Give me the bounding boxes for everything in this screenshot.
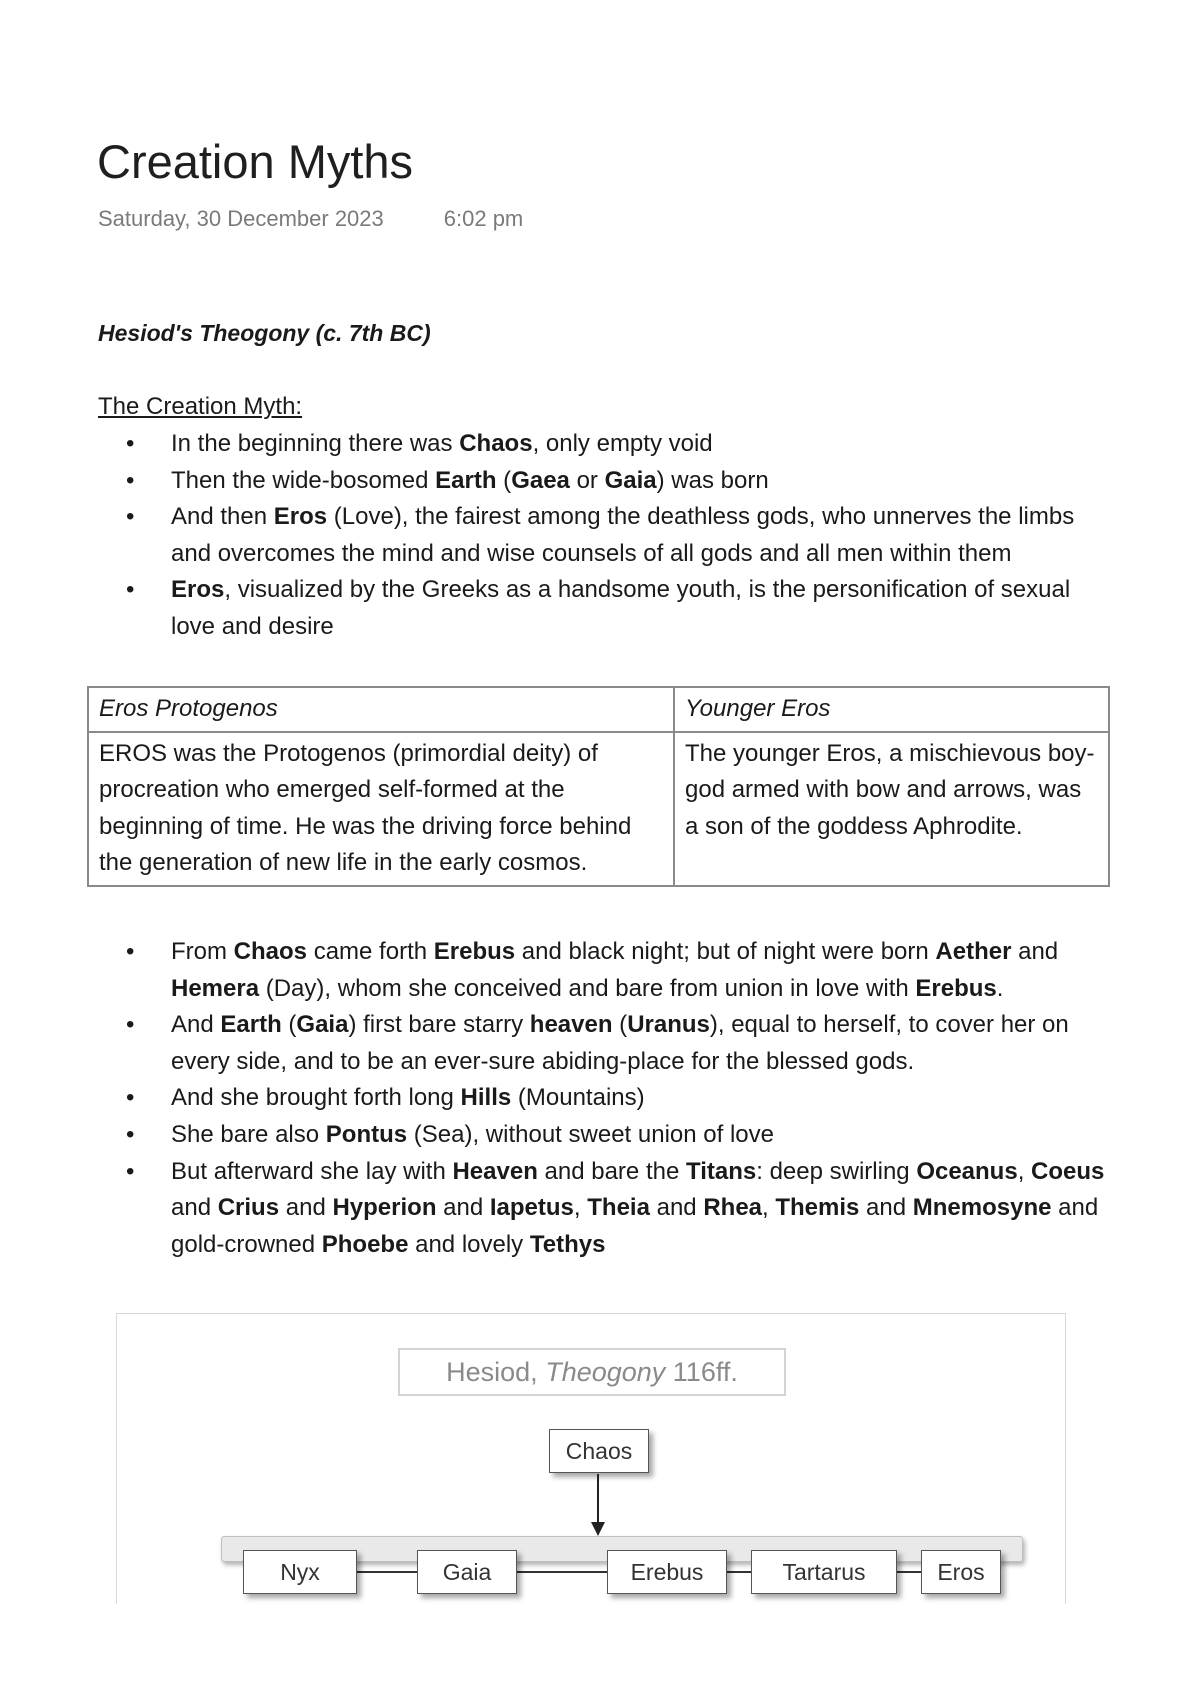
text-run: In the beginning there was	[171, 430, 460, 457]
table-row	[88, 732, 1109, 886]
bold-term: Pontus	[325, 1120, 408, 1148]
bold-term: Crius	[217, 1194, 280, 1222]
bold-term: Uranus	[627, 1011, 710, 1039]
text-run: , only empty void	[532, 430, 713, 457]
text-run: ,	[762, 1194, 776, 1222]
text-run: : deep swirling	[756, 1157, 917, 1185]
text-run: (	[496, 466, 512, 494]
bullet-icon: •	[126, 1120, 135, 1148]
bullet-item	[98, 1154, 1108, 1264]
bold-term: Phoebe	[321, 1230, 409, 1258]
bullet-item	[98, 1080, 1108, 1117]
text-run: ) was born	[656, 466, 769, 494]
bold-term: Gaea	[511, 466, 570, 494]
text-run: ,	[573, 1194, 588, 1222]
bullet-item	[98, 463, 1108, 500]
bullet-icon: •	[126, 938, 135, 965]
bullet-icon: •	[126, 466, 135, 494]
text-run: and	[859, 1194, 913, 1222]
table-header-cell: Younger Eros	[674, 687, 1109, 732]
text-run: came forth	[307, 938, 434, 965]
bold-term: Erebus	[915, 974, 997, 1002]
bold-term: Theia	[587, 1194, 650, 1222]
page-time: 6:02 pm	[443, 206, 524, 231]
text-run: and	[279, 1194, 333, 1222]
bold-term: Earth	[435, 466, 497, 494]
bold-term: Eros	[273, 503, 328, 531]
bold-term: Erebus	[433, 938, 516, 965]
text-run: and lovely	[408, 1230, 530, 1258]
diagram-node-root: Chaos	[549, 1429, 649, 1473]
bold-term: Hyperion	[332, 1194, 437, 1222]
bold-term: Rhea	[703, 1194, 763, 1222]
text-run: ), equal to herself, to cover her on every side, and to be an ever-sure abiding-place for the blessed gods.	[171, 1011, 1069, 1075]
diagram-node-child: Tartarus	[751, 1550, 897, 1594]
bold-term: Chaos	[459, 430, 533, 457]
bold-term: Titans	[685, 1157, 757, 1185]
text-run: and	[1011, 938, 1059, 965]
text-run: From	[171, 938, 234, 965]
text-run: ,	[1017, 1157, 1032, 1185]
bullet-item	[98, 426, 1108, 463]
table-header-row	[88, 687, 1109, 732]
bullet-icon: •	[126, 576, 135, 604]
text-run: and black night; but of night were born	[515, 938, 936, 965]
bold-term: Aether	[935, 938, 1012, 965]
diagram-node-child: Erebus	[607, 1550, 727, 1594]
section-heading: Hesiod's Theogony (c. 7th BC)	[98, 320, 431, 346]
text-run: (	[612, 1011, 628, 1039]
text-run: , visualized by the Greeks as a handsome youth, is the personification of sexual love and desire	[171, 576, 1071, 640]
bold-term: Tethys	[529, 1230, 606, 1258]
text-run: (Love), the fairest among the deathless gods, who unnerves the limbs and overcomes the mind and wise counsels of all gods and all men within them	[171, 503, 1075, 567]
text-run: And	[171, 1011, 221, 1039]
bold-term: Hills	[460, 1084, 512, 1112]
text-run: (Day), whom she conceived and bare from union in love with	[259, 974, 916, 1002]
bullet-item	[98, 499, 1108, 572]
table-cell: EROS was the Protogenos (primordial deity) of procreation who emerged self-formed at the beginning of time. He was the driving force behind the generation of new life in the early cosmos.	[88, 732, 674, 886]
bullet-item	[98, 572, 1108, 645]
bullet-item	[98, 934, 1108, 1007]
diagram-title-italic: Theogony	[545, 1357, 666, 1387]
table-cell: The younger Eros, a mischievous boy-god armed with bow and arrows, was a son of the goddess Aphrodite.	[674, 732, 1109, 886]
text-run: and	[649, 1194, 704, 1222]
text-run: or	[569, 466, 605, 494]
diagram-connector	[597, 1474, 599, 1524]
text-run: Then the wide-bosomed	[171, 466, 436, 494]
page-dateline	[98, 206, 523, 232]
text-run: and gold-crowned	[171, 1194, 1099, 1258]
section-subheading: The Creation Myth:	[98, 393, 303, 420]
diagram-connector	[357, 1571, 417, 1573]
bullet-list-offspring	[98, 934, 1108, 1263]
bold-term: Iapetus	[489, 1194, 574, 1222]
diagram-node-child: Nyx	[243, 1550, 357, 1594]
diagram-node-child: Eros	[921, 1550, 1001, 1594]
bullet-icon: •	[126, 1157, 135, 1185]
page-date: Saturday, 30 December 2023	[98, 206, 384, 231]
text-run: And then	[171, 503, 274, 531]
bold-term: Chaos	[233, 938, 308, 965]
text-run: and bare the	[537, 1157, 686, 1185]
text-run: ) first bare starry	[348, 1011, 530, 1039]
diagram-title	[398, 1348, 786, 1396]
bold-term: Eros	[171, 576, 225, 604]
diagram-title-suffix: 116ff.	[665, 1357, 738, 1387]
bold-term: Oceanus	[916, 1157, 1018, 1185]
bullet-item	[98, 1117, 1108, 1154]
bullet-item	[98, 1007, 1108, 1080]
bold-term: Earth	[220, 1011, 282, 1039]
bullet-icon: •	[126, 503, 135, 531]
bullet-icon: •	[126, 430, 135, 457]
diagram-node-child: Gaia	[417, 1550, 517, 1594]
text-run: (Mountains)	[511, 1084, 645, 1112]
genealogy-diagram	[116, 1313, 1066, 1604]
table-header-cell: Eros Protogenos	[88, 687, 674, 732]
diagram-connector	[897, 1571, 921, 1573]
page-title: Creation Myths	[97, 135, 414, 188]
bold-term: Themis	[775, 1194, 860, 1222]
text-run: But afterward she lay with	[171, 1157, 453, 1185]
bold-term: Hemera	[171, 974, 260, 1002]
diagram-connector	[517, 1571, 607, 1573]
bold-term: Heaven	[452, 1157, 538, 1185]
diagram-connector	[727, 1571, 751, 1573]
text-run: She bare also	[171, 1120, 326, 1148]
eros-table	[87, 686, 1110, 887]
text-run: (	[281, 1011, 297, 1039]
bold-term: Gaia	[604, 466, 657, 494]
text-run: And she brought forth long	[171, 1084, 461, 1112]
text-run: and	[436, 1194, 490, 1222]
bold-term: Coeus	[1031, 1157, 1105, 1185]
text-run: and	[171, 1194, 218, 1222]
text-run: (Sea), without sweet union of love	[407, 1120, 774, 1148]
bullet-icon: •	[126, 1084, 135, 1112]
bold-term: heaven	[529, 1011, 613, 1039]
bullet-icon: •	[126, 1011, 135, 1039]
diagram-title-prefix: Hesiod,	[446, 1357, 546, 1387]
bold-term: Mnemosyne	[912, 1194, 1052, 1222]
bullet-list-creation	[98, 426, 1108, 646]
bold-term: Gaia	[296, 1011, 349, 1039]
text-run: .	[996, 974, 1004, 1002]
arrow-down-icon	[591, 1522, 605, 1536]
